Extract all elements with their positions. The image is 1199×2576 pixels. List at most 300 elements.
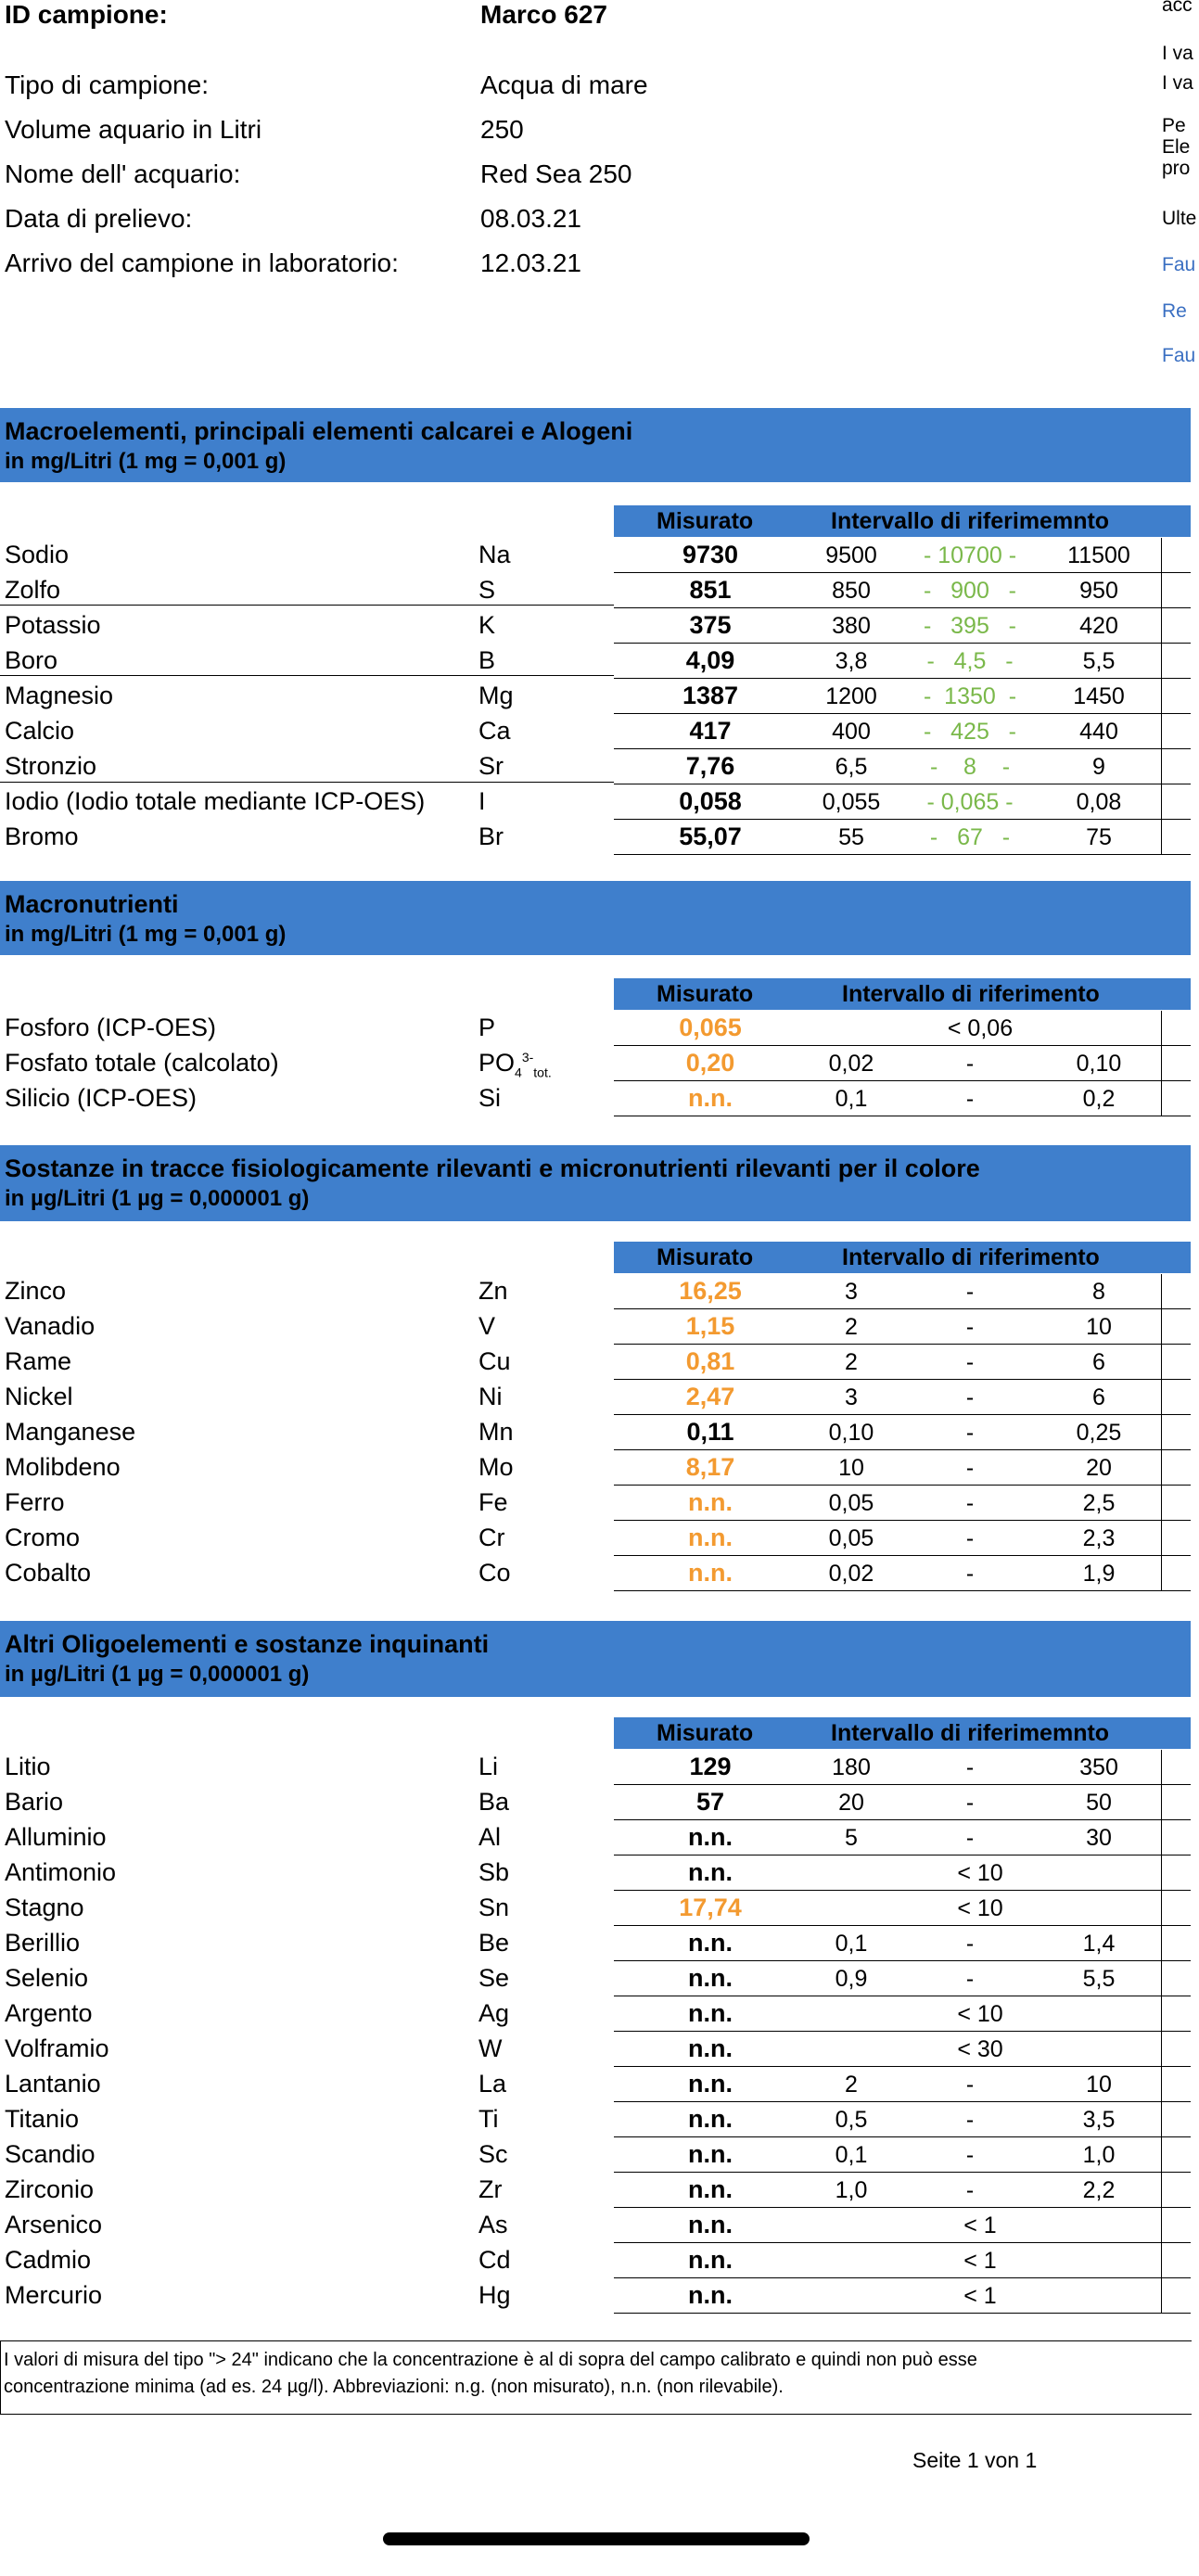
measured-header: Misurato bbox=[657, 1720, 754, 1746]
element-name: Zinco bbox=[5, 1277, 67, 1305]
header-value: 250 bbox=[480, 115, 524, 144]
side-text: pro bbox=[1162, 158, 1191, 179]
measured-value: n.n. bbox=[688, 1084, 733, 1112]
header-label: Arrivo del campione in laboratorio: bbox=[5, 249, 399, 277]
element-symbol: As bbox=[478, 2211, 508, 2238]
element-symbol: Li bbox=[478, 1753, 499, 1780]
element-name: Boro bbox=[5, 646, 58, 674]
element-name: Volframio bbox=[5, 2034, 109, 2062]
range-dash: - bbox=[965, 1051, 975, 1077]
table-row bbox=[0, 1785, 1191, 1820]
section-unit: in µg/Litri (1 µg = 0,000001 g) bbox=[5, 1186, 310, 1211]
measured-value: n.n. bbox=[688, 1488, 733, 1516]
element-symbol: Ti bbox=[478, 2105, 499, 2133]
table-row bbox=[0, 573, 1191, 608]
range-high: 0,2 bbox=[1082, 1086, 1116, 1112]
range-low: 10 bbox=[838, 1455, 864, 1481]
side-link[interactable]: Fau bbox=[1162, 345, 1196, 366]
reference-range: < 30 bbox=[957, 2036, 1003, 2062]
table-row bbox=[0, 1450, 1191, 1486]
table-row bbox=[0, 1046, 1191, 1081]
range-dash: - bbox=[965, 1279, 975, 1305]
table-row bbox=[0, 1926, 1191, 1961]
range-low: 55 bbox=[838, 824, 864, 850]
element-symbol: Ba bbox=[478, 1788, 510, 1816]
table-row bbox=[0, 1011, 1191, 1046]
range-low: 0,055 bbox=[822, 789, 881, 815]
element-symbol: K bbox=[478, 611, 496, 639]
element-symbol: Ca bbox=[478, 717, 511, 745]
range-low: 0,5 bbox=[835, 2107, 868, 2133]
section-title: Altri Oligoelementi e sostanze inquinanti bbox=[5, 1630, 490, 1658]
element-symbol: Zr bbox=[478, 2175, 503, 2203]
element-name: Zirconio bbox=[5, 2175, 95, 2203]
range-low: 3 bbox=[845, 1384, 858, 1410]
measured-value: 1387 bbox=[682, 682, 739, 709]
measured-value: 0,065 bbox=[679, 1014, 742, 1041]
element-symbol: Br bbox=[478, 823, 504, 850]
measured-value: n.n. bbox=[688, 2175, 733, 2203]
table-row bbox=[0, 1274, 1191, 1309]
range-low: 0,1 bbox=[835, 1931, 868, 1957]
reference-range: < 1 bbox=[963, 2283, 997, 2309]
section-title: Macronutrienti bbox=[5, 890, 179, 918]
element-symbol: Mg bbox=[478, 682, 514, 709]
range-low: 2 bbox=[845, 2072, 858, 2098]
element-name: Potassio bbox=[5, 611, 101, 639]
table-row bbox=[0, 1750, 1191, 1785]
element-name: Scandio bbox=[5, 2140, 96, 2168]
range-high: 11500 bbox=[1067, 542, 1130, 568]
table-row bbox=[0, 1415, 1191, 1450]
section-title: Sostanze in tracce fisiologicamente rilevanti e micronutrienti rilevanti per il colore bbox=[5, 1154, 980, 1182]
range-high: 1,9 bbox=[1082, 1561, 1116, 1587]
measured-value: 1,15 bbox=[685, 1312, 735, 1340]
range-low: 0,05 bbox=[828, 1490, 874, 1516]
side-text: Ele bbox=[1162, 136, 1191, 158]
range-low: 3,8 bbox=[835, 648, 868, 674]
element-symbol: W bbox=[478, 2034, 503, 2062]
range-dash: - bbox=[965, 1966, 975, 1992]
range-low: 0,05 bbox=[828, 1525, 874, 1551]
range-high: 0,25 bbox=[1076, 1420, 1122, 1446]
element-symbol: Cd bbox=[478, 2246, 511, 2274]
range-high: 9 bbox=[1092, 754, 1105, 780]
reference-range: < 10 bbox=[957, 1895, 1003, 1921]
header-row bbox=[0, 115, 1191, 152]
table-row bbox=[0, 2278, 1191, 2314]
element-name: Zolfo bbox=[5, 576, 61, 604]
range-dash: - bbox=[965, 1561, 975, 1587]
element-name: Mercurio bbox=[5, 2281, 103, 2309]
range-high: 2,2 bbox=[1082, 2177, 1116, 2203]
element-name: Cadmio bbox=[5, 2246, 92, 2274]
element-symbol: Cu bbox=[478, 1347, 511, 1375]
element-symbol: Zn bbox=[478, 1277, 508, 1305]
element-name: Cobalto bbox=[5, 1559, 92, 1587]
element-symbol: V bbox=[478, 1312, 496, 1340]
range-low: 5 bbox=[845, 1825, 858, 1851]
table-row bbox=[0, 1556, 1191, 1591]
measured-value: n.n. bbox=[688, 2140, 733, 2168]
reference-range: < 10 bbox=[957, 2001, 1003, 2027]
measured-value: 8,17 bbox=[685, 1453, 735, 1481]
range-high: 2,5 bbox=[1082, 1490, 1116, 1516]
element-symbol: Be bbox=[478, 1929, 510, 1957]
element-name: Rame bbox=[5, 1347, 72, 1375]
element-name: Argento bbox=[5, 1999, 93, 2027]
table-row bbox=[0, 2243, 1191, 2278]
range-low: 0,10 bbox=[828, 1420, 874, 1446]
table-row bbox=[0, 1309, 1191, 1345]
table-row bbox=[0, 1996, 1191, 2032]
element-symbol: B bbox=[478, 646, 496, 674]
range-high: 2,3 bbox=[1082, 1525, 1116, 1551]
measured-value: n.n. bbox=[688, 1929, 733, 1957]
page-number: Seite 1 von 1 bbox=[912, 2448, 1038, 2472]
range-high: 5,5 bbox=[1082, 1966, 1116, 1992]
element-symbol: Al bbox=[478, 1823, 502, 1851]
range-low: 850 bbox=[832, 578, 871, 604]
measured-value: n.n. bbox=[688, 2211, 733, 2238]
range-dash: - bbox=[965, 2177, 975, 2203]
element-symbol: Sn bbox=[478, 1894, 510, 1921]
range-low: 3 bbox=[845, 1279, 858, 1305]
element-name: Antimonio bbox=[5, 1858, 117, 1886]
range-high: 1450 bbox=[1073, 683, 1125, 709]
range-dash: - bbox=[965, 1931, 975, 1957]
section-header-pollutants bbox=[0, 1621, 1191, 1697]
measured-value: 16,25 bbox=[679, 1277, 742, 1305]
section-header-trace bbox=[0, 1145, 1191, 1221]
range-high: 1,4 bbox=[1082, 1931, 1116, 1957]
element-symbol: Si bbox=[478, 1084, 502, 1112]
element-name: Sodio bbox=[5, 541, 70, 568]
element-symbol: Mn bbox=[478, 1418, 514, 1446]
element-symbol: P bbox=[478, 1014, 496, 1041]
header-row bbox=[0, 159, 1191, 197]
range-low: 6,5 bbox=[835, 754, 868, 780]
measured-value: n.n. bbox=[688, 1823, 733, 1851]
column-header bbox=[614, 1717, 1191, 1749]
range-high: 420 bbox=[1079, 613, 1118, 639]
element-symbol: Sb bbox=[478, 1858, 510, 1886]
table-row bbox=[0, 608, 1191, 644]
range-low: 0,02 bbox=[828, 1051, 874, 1077]
measured-value: 0,11 bbox=[686, 1418, 734, 1446]
side-text: Ulte bbox=[1162, 208, 1197, 229]
header-label: Volume aquario in Litri bbox=[5, 115, 262, 144]
measured-value: 55,07 bbox=[679, 823, 742, 850]
range-high: 350 bbox=[1079, 1754, 1118, 1780]
range-header: Intervallo di riferimento bbox=[842, 981, 1100, 1007]
header-row bbox=[0, 204, 1191, 241]
side-text: acc bbox=[1162, 0, 1193, 16]
measured-value: n.n. bbox=[688, 2105, 733, 2133]
range-high: 10 bbox=[1086, 1314, 1112, 1340]
column-header bbox=[614, 505, 1191, 537]
header-label: Data di prelievo: bbox=[5, 204, 193, 233]
measured-value: n.n. bbox=[688, 1964, 733, 1992]
element-name: Ferro bbox=[5, 1488, 65, 1516]
range-dash: - bbox=[965, 1314, 975, 1340]
element-name: Stagno bbox=[5, 1894, 84, 1921]
range-target: - 1350 - bbox=[923, 683, 1017, 709]
table-row bbox=[0, 2102, 1191, 2137]
side-link[interactable]: Fau bbox=[1162, 254, 1196, 275]
measured-value: 9730 bbox=[682, 541, 739, 568]
element-name: Bromo bbox=[5, 823, 79, 850]
side-link[interactable]: Re bbox=[1162, 300, 1187, 322]
element-symbol: Co bbox=[478, 1559, 511, 1587]
measured-value: n.n. bbox=[688, 2281, 733, 2309]
range-low: 180 bbox=[832, 1754, 871, 1780]
measured-value: n.n. bbox=[688, 2070, 733, 2098]
measured-value: 375 bbox=[689, 611, 732, 639]
range-dash: - bbox=[965, 2072, 975, 2098]
header-row bbox=[0, 249, 1191, 286]
measured-value: n.n. bbox=[688, 1999, 733, 2027]
element-symbol: Sc bbox=[478, 2140, 508, 2168]
range-high: 3,5 bbox=[1082, 2107, 1116, 2133]
footnote bbox=[0, 2340, 1192, 2415]
header-value: 08.03.21 bbox=[480, 204, 581, 233]
range-low: 0,1 bbox=[835, 1086, 868, 1112]
table-row bbox=[0, 1380, 1191, 1415]
element-symbol: Hg bbox=[478, 2281, 511, 2309]
range-high: 0,08 bbox=[1076, 789, 1122, 815]
range-low: 1,0 bbox=[835, 2177, 868, 2203]
footnote-line: I valori di misura del tipo "> 24" indicano che la concentrazione è al di sopra del campo calibrato e quindi non può esse bbox=[4, 2350, 977, 2370]
range-target: - 0,065 - bbox=[926, 789, 1014, 815]
table-row bbox=[0, 679, 1191, 714]
sample-id-value: Marco 627 bbox=[480, 0, 607, 29]
range-target: - 10700 - bbox=[923, 542, 1017, 568]
side-text: I va bbox=[1162, 43, 1193, 64]
table-row bbox=[0, 1081, 1191, 1116]
element-symbol: Sr bbox=[478, 752, 504, 780]
header-value: Red Sea 250 bbox=[480, 159, 632, 188]
range-high: 50 bbox=[1086, 1790, 1112, 1816]
range-dash: - bbox=[965, 1086, 975, 1112]
measured-value: n.n. bbox=[688, 1559, 733, 1587]
element-symbol: Cr bbox=[478, 1524, 505, 1551]
range-low: 380 bbox=[832, 613, 871, 639]
range-dash: - bbox=[965, 1490, 975, 1516]
element-name: Calcio bbox=[5, 717, 75, 745]
range-dash: - bbox=[965, 1420, 975, 1446]
measured-value: 17,74 bbox=[679, 1894, 742, 1921]
range-low: 1200 bbox=[825, 683, 877, 709]
element-name: Bario bbox=[5, 1788, 64, 1816]
column-header bbox=[614, 1242, 1191, 1273]
section-title: Macroelementi, principali elementi calcarei e Alogeni bbox=[5, 417, 633, 445]
element-name: Stronzio bbox=[5, 752, 97, 780]
range-low: 2 bbox=[845, 1349, 858, 1375]
element-name: Magnesio bbox=[5, 682, 114, 709]
element-name: Titanio bbox=[5, 2105, 80, 2133]
section-header-macro bbox=[0, 408, 1191, 482]
element-symbol: Na bbox=[478, 541, 511, 568]
range-high: 30 bbox=[1086, 1825, 1112, 1851]
range-low: 20 bbox=[838, 1790, 864, 1816]
range-high: 6 bbox=[1092, 1384, 1105, 1410]
element-name: Vanadio bbox=[5, 1312, 96, 1340]
element-name: Manganese bbox=[5, 1418, 136, 1446]
section-unit: in µg/Litri (1 µg = 0,000001 g) bbox=[5, 1662, 310, 1687]
measured-value: 417 bbox=[689, 717, 732, 745]
table-row bbox=[0, 644, 1191, 679]
range-dash: - bbox=[965, 1384, 975, 1410]
table-row bbox=[0, 538, 1191, 573]
range-target: - 425 - bbox=[923, 719, 1017, 745]
header-row bbox=[0, 70, 1191, 108]
element-name: Arsenico bbox=[5, 2211, 103, 2238]
range-dash: - bbox=[965, 1825, 975, 1851]
table-row bbox=[0, 2032, 1191, 2067]
measured-value: 7,76 bbox=[685, 752, 735, 780]
range-header: Intervallo di riferimento bbox=[842, 1244, 1100, 1270]
range-dash: - bbox=[965, 2142, 975, 2168]
element-symbol: S bbox=[478, 576, 496, 604]
range-low: 0,1 bbox=[835, 2142, 868, 2168]
range-dash: - bbox=[965, 1349, 975, 1375]
range-dash: - bbox=[965, 1525, 975, 1551]
section-unit: in mg/Litri (1 mg = 0,001 g) bbox=[5, 449, 287, 474]
range-high: 8 bbox=[1092, 1279, 1105, 1305]
table-row bbox=[0, 1855, 1191, 1891]
table-row bbox=[0, 1521, 1191, 1556]
sample-id-label: ID campione: bbox=[5, 0, 168, 29]
table-row bbox=[0, 1820, 1191, 1855]
element-name: Molibdeno bbox=[5, 1453, 121, 1481]
header-label: Tipo di campione: bbox=[5, 70, 209, 99]
measured-value: 0,058 bbox=[679, 787, 742, 815]
element-symbol: Se bbox=[478, 1964, 510, 1992]
table-row bbox=[0, 2137, 1191, 2173]
table-row bbox=[0, 820, 1191, 855]
section-header-nutrients bbox=[0, 881, 1191, 955]
measured-value: 4,09 bbox=[685, 646, 735, 674]
measured-value: n.n. bbox=[688, 2034, 733, 2062]
element-name: Iodio (Iodio totale mediante ICP-OES) bbox=[5, 787, 426, 815]
header-value: 12.03.21 bbox=[480, 249, 581, 277]
range-low: 0,02 bbox=[828, 1561, 874, 1587]
table-row bbox=[0, 2208, 1191, 2243]
range-high: 10 bbox=[1086, 2072, 1112, 2098]
measured-value: 0,20 bbox=[685, 1049, 735, 1077]
range-high: 0,10 bbox=[1076, 1051, 1122, 1077]
table-row bbox=[0, 749, 1191, 784]
header-value: Acqua di mare bbox=[480, 70, 648, 99]
element-symbol: La bbox=[478, 2070, 507, 2098]
element-symbol: Mo bbox=[478, 1453, 514, 1481]
range-low: 400 bbox=[832, 719, 871, 745]
range-high: 5,5 bbox=[1082, 648, 1116, 674]
element-name: Berillio bbox=[5, 1929, 81, 1957]
footnote-line: concentrazione minima (ad es. 24 µg/l). Abbreviazioni: n.g. (non misurato), n.n. (non rilevabile). bbox=[4, 2377, 784, 2397]
measured-header: Misurato bbox=[657, 508, 754, 534]
measured-value: 129 bbox=[689, 1753, 732, 1780]
range-target: - 900 - bbox=[923, 578, 1017, 604]
range-low: 9500 bbox=[825, 542, 877, 568]
range-target: - 395 - bbox=[923, 613, 1017, 639]
reference-range: < 0,06 bbox=[947, 1015, 1014, 1041]
column-header bbox=[614, 978, 1191, 1010]
table-row bbox=[0, 2067, 1191, 2102]
element-name: Fosfato totale (calcolato) bbox=[5, 1049, 279, 1077]
header-label: Nome dell' acquario: bbox=[5, 159, 241, 188]
element-symbol: Ag bbox=[478, 1999, 510, 2027]
range-high: 950 bbox=[1079, 578, 1118, 604]
home-indicator[interactable] bbox=[383, 2532, 810, 2545]
range-high: 6 bbox=[1092, 1349, 1105, 1375]
element-name: Alluminio bbox=[5, 1823, 107, 1851]
range-dash: - bbox=[965, 1455, 975, 1481]
side-text: I va bbox=[1162, 72, 1193, 94]
range-target: - 4,5 - bbox=[926, 648, 1014, 674]
range-dash: - bbox=[965, 1790, 975, 1816]
reference-range: < 10 bbox=[957, 1860, 1003, 1886]
reference-range: < 1 bbox=[963, 2213, 997, 2238]
measured-header: Misurato bbox=[657, 1244, 754, 1270]
element-symbol: I bbox=[478, 787, 486, 815]
element-name: Lantanio bbox=[5, 2070, 101, 2098]
range-high: 20 bbox=[1086, 1455, 1112, 1481]
table-row bbox=[0, 714, 1191, 749]
element-symbol: Ni bbox=[478, 1383, 503, 1410]
table-row bbox=[0, 1961, 1191, 1996]
element-symbol: $PO_4^{3-}_{tot.}$ bbox=[478, 1049, 552, 1080]
measured-value: n.n. bbox=[688, 1524, 733, 1551]
element-name: Silicio (ICP-OES) bbox=[5, 1084, 198, 1112]
element-name: Cromo bbox=[5, 1524, 81, 1551]
measured-value: 851 bbox=[689, 576, 732, 604]
range-header: Intervallo di riferimemnto bbox=[831, 1720, 1110, 1746]
measured-value: n.n. bbox=[688, 2246, 733, 2274]
measured-header: Misurato bbox=[657, 981, 754, 1007]
side-text: Pe bbox=[1162, 115, 1186, 136]
sample-id-row bbox=[0, 0, 1191, 37]
range-header: Intervallo di riferimemnto bbox=[831, 508, 1110, 534]
table-row bbox=[0, 1891, 1191, 1926]
element-name: Selenio bbox=[5, 1964, 89, 1992]
element-symbol: Fe bbox=[478, 1488, 508, 1516]
range-high: 440 bbox=[1079, 719, 1118, 745]
table-row bbox=[0, 784, 1191, 820]
range-high: 75 bbox=[1086, 824, 1112, 850]
range-dash: - bbox=[965, 2107, 975, 2133]
element-name: Litio bbox=[5, 1753, 51, 1780]
range-dash: - bbox=[965, 1754, 975, 1780]
measured-value: 0,81 bbox=[685, 1347, 735, 1375]
range-target: - 8 - bbox=[929, 754, 1011, 780]
measured-value: 2,47 bbox=[685, 1383, 735, 1410]
table-row bbox=[0, 1345, 1191, 1380]
reference-range: < 1 bbox=[963, 2248, 997, 2274]
section-unit: in mg/Litri (1 mg = 0,001 g) bbox=[5, 922, 287, 947]
measured-value: n.n. bbox=[688, 1858, 733, 1886]
range-low: 0,9 bbox=[835, 1966, 868, 1992]
range-low: 2 bbox=[845, 1314, 858, 1340]
range-target: - 67 - bbox=[929, 824, 1011, 850]
element-name: Fosforo (ICP-OES) bbox=[5, 1014, 217, 1041]
measured-value: 57 bbox=[695, 1788, 725, 1816]
range-high: 1,0 bbox=[1082, 2142, 1116, 2168]
table-row bbox=[0, 1486, 1191, 1521]
element-name: Nickel bbox=[5, 1383, 73, 1410]
table-row bbox=[0, 2173, 1191, 2208]
